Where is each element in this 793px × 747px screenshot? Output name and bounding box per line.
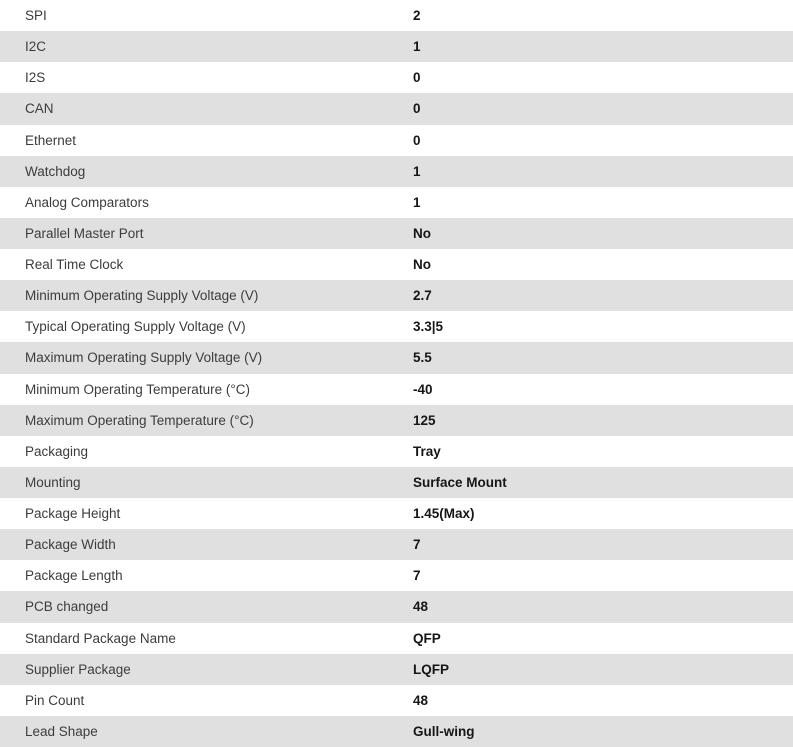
attribute-value: 7 [413,568,421,584]
table-row [0,156,793,187]
attribute-value: No [413,257,431,273]
attribute-label: I2C [25,39,47,55]
attribute-label: Packaging [25,443,89,459]
table-row [0,498,793,529]
table-row [0,62,793,93]
table-row [0,31,793,62]
table-row [0,685,793,716]
table-row [0,311,793,342]
attribute-label: Standard Package Name [25,630,176,646]
table-row [0,716,793,747]
attribute-value: 3.3|5 [413,319,444,335]
attribute-label: Maximum Operating Temperature (°C) [25,412,254,428]
attribute-value: LQFP [413,661,449,677]
attribute-label: Minimum Operating Supply Voltage (V) [25,288,259,304]
attribute-value: 125 [413,412,436,428]
attribute-value: 2.7 [413,288,432,304]
attribute-value: 48 [413,599,429,615]
table-row [0,623,793,654]
attribute-label: Minimum Operating Temperature (°C) [25,381,250,397]
attribute-label: CAN [25,101,54,117]
attribute-label: Supplier Package [25,661,131,677]
table-row [0,654,793,685]
table-row [0,187,793,218]
table-row [0,0,793,31]
attribute-value: 1.45(Max) [413,506,475,522]
attribute-label: Package Height [25,506,121,522]
attribute-label: Package Width [25,537,116,553]
attribute-label: Lead Shape [25,723,98,739]
attribute-label: Ethernet [25,132,77,148]
table-row [0,529,793,560]
attribute-value: 48 [413,692,429,708]
attribute-label: Maximum Operating Supply Voltage (V) [25,350,263,366]
attribute-value: No [413,225,431,241]
table-row [0,218,793,249]
attribute-value: QFP [413,630,441,646]
attribute-label: Typical Operating Supply Voltage (V) [25,319,246,335]
table-row [0,467,793,498]
attribute-value: 0 [413,132,421,148]
table-row [0,436,793,467]
table-row [0,249,793,280]
attribute-label: I2S [25,70,46,86]
attribute-value: Surface Mount [413,474,507,490]
attribute-label: Analog Comparators [25,194,149,210]
attribute-value: 1 [413,163,421,179]
attribute-value: Gull-wing [413,723,475,739]
attribute-value: 0 [413,70,421,86]
attribute-label: Mounting [25,474,81,490]
attribute-label: Parallel Master Port [25,225,144,241]
attribute-value: 5.5 [413,350,432,366]
attribute-value: Tray [413,443,441,459]
attribute-value: 1 [413,39,421,55]
table-row [0,591,793,622]
table-row [0,374,793,405]
attribute-label: Package Length [25,568,123,584]
attribute-value: 1 [413,194,421,210]
attribute-value: 2 [413,8,421,24]
table-row [0,93,793,124]
attribute-label: Watchdog [25,163,86,179]
attribute-label: Real Time Clock [25,257,124,273]
table-row [0,342,793,373]
attribute-label: Pin Count [25,692,85,708]
table-row [0,560,793,591]
attribute-label: PCB changed [25,599,109,615]
table-row [0,405,793,436]
attribute-value: 7 [413,537,421,553]
table-row [0,125,793,156]
attribute-value: -40 [413,381,433,397]
attribute-label: SPI [25,8,47,24]
attribute-value: 0 [413,101,421,117]
table-row [0,280,793,311]
